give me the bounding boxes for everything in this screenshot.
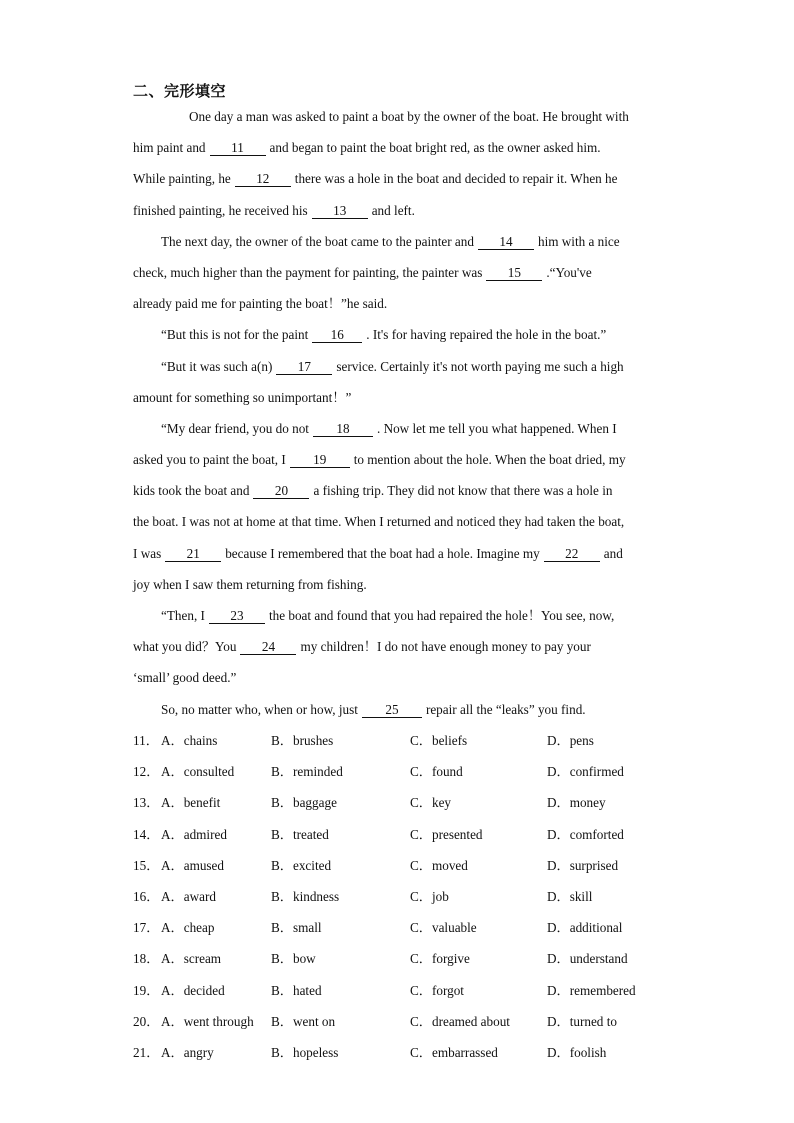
option-c: C．valuable — [410, 920, 477, 936]
option-c: C．forgive — [410, 951, 470, 967]
option-c: C．forgot — [410, 982, 464, 998]
blank-11: 11 — [210, 141, 266, 156]
question-number: 12． — [133, 764, 160, 780]
passage-text: joy when I saw them returning from fishing. — [133, 576, 367, 592]
passage-line — [133, 230, 663, 261]
question-number: 17． — [133, 920, 160, 936]
option-c: C．presented — [410, 826, 483, 842]
passage-text: “Then, I — [161, 608, 205, 623]
passage-line — [133, 573, 663, 604]
passage-text: The next day, the owner of the boat came to the painter and — [161, 233, 474, 249]
passage-line — [133, 292, 663, 323]
blank-16: 16 — [312, 328, 362, 343]
passage-line — [133, 136, 663, 167]
option-d: D．understand — [547, 951, 628, 967]
passage-line — [133, 635, 663, 666]
option-c: C．dreamed about — [410, 1013, 510, 1029]
option-a: A．award — [161, 888, 216, 904]
option-a: A．chains — [161, 733, 218, 748]
cloze-passage — [133, 105, 663, 729]
option-a: A．scream — [161, 951, 222, 967]
blank-24: 24 — [240, 640, 296, 655]
passage-text: kids took the boat and — [133, 483, 250, 499]
option-b: B．brushes — [271, 733, 334, 748]
question-number: 21． — [133, 1044, 160, 1060]
question-row — [133, 760, 663, 791]
section-title: 二、完形填空 — [133, 82, 227, 100]
passage-text: One day a man was asked to paint a boat by the owner of the boat. He brought with — [189, 109, 629, 124]
question-number: 13． — [133, 795, 160, 811]
option-a: A．amused — [161, 857, 224, 873]
passage-text: service. Certainly it's not worth paying me such a high — [336, 358, 624, 374]
option-c: C．beliefs — [410, 733, 468, 748]
passage-line — [133, 199, 663, 230]
passage-line — [133, 666, 663, 697]
passage-line — [133, 355, 663, 386]
option-c: C．embarrassed — [410, 1044, 498, 1060]
option-d: D．money — [547, 795, 606, 811]
passage-text: . Now let me tell you what happened. When I — [376, 420, 617, 436]
passage-line — [133, 510, 663, 541]
question-row — [133, 791, 663, 822]
passage-line — [133, 105, 663, 136]
option-b: B．excited — [271, 857, 332, 873]
question-number: 16． — [133, 888, 160, 904]
passage-text: my children！I do not have enough money to pay your — [300, 639, 591, 655]
blank-22: 22 — [544, 547, 600, 562]
blank-12: 12 — [235, 172, 291, 187]
passage-text: already paid me for painting the boat！”he said. — [133, 296, 388, 312]
passage-text: “My dear friend, you do not — [161, 420, 309, 436]
option-b: B．small — [271, 920, 322, 936]
question-row — [133, 729, 663, 760]
passage-text: . It's for having repaired the hole in the boat.” — [366, 327, 607, 343]
option-a: A．angry — [161, 1044, 214, 1060]
question-row — [133, 916, 663, 947]
option-b: B．baggage — [271, 795, 337, 811]
option-c: C．key — [410, 795, 452, 811]
passage-text: what you did？You — [133, 639, 237, 655]
question-row — [133, 1041, 663, 1072]
option-a: A．cheap — [161, 920, 215, 936]
option-d: D．remembered — [547, 982, 636, 998]
passage-line — [133, 448, 663, 479]
option-d: D．skill — [547, 888, 593, 904]
option-b: B．kindness — [271, 888, 340, 904]
blank-18: 18 — [313, 422, 373, 437]
option-a: A．went through — [161, 1013, 254, 1029]
option-d: D．surprised — [547, 857, 619, 873]
passage-text: So, no matter who, when or how, just — [161, 701, 358, 717]
passage-text: there was a hole in the boat and decided to repair it. When he — [294, 171, 618, 187]
option-b: B．reminded — [271, 764, 343, 780]
blank-15: 15 — [486, 266, 542, 281]
passage-text: asked you to paint the boat, I — [133, 452, 286, 468]
option-a: A．decided — [161, 982, 225, 998]
option-b: B．treated — [271, 826, 329, 842]
option-d: D．turned to — [547, 1013, 617, 1029]
passage-line — [133, 167, 663, 198]
passage-text: the boat and found that you had repaired the hole！You see, now, — [268, 608, 615, 623]
passage-text: him paint and — [133, 140, 206, 156]
blank-25: 25 — [362, 703, 422, 718]
blank-17: 17 — [276, 360, 332, 375]
passage-text: him with a nice — [537, 233, 620, 249]
blank-21: 21 — [165, 547, 221, 562]
passage-text: “But it was such a(n) — [161, 358, 273, 374]
passage-line — [133, 261, 663, 292]
question-row — [133, 1010, 663, 1041]
question-number: 14． — [133, 826, 160, 842]
passage-text: because I remembered that the boat had a hole. Imagine my — [225, 545, 540, 561]
question-number: 11． — [133, 733, 159, 748]
question-row — [133, 885, 663, 916]
option-c: C．found — [410, 764, 463, 780]
option-d: D．additional — [547, 920, 623, 936]
passage-text: check, much higher than the payment for painting, the painter was — [133, 264, 483, 280]
option-a: A．benefit — [161, 795, 221, 811]
question-row — [133, 947, 663, 978]
blank-14: 14 — [478, 235, 534, 250]
question-row — [133, 979, 663, 1010]
option-b: B．hated — [271, 982, 322, 998]
blank-23: 23 — [209, 609, 265, 624]
option-b: B．went on — [271, 1013, 336, 1029]
option-c: C．job — [410, 888, 449, 904]
passage-line — [133, 542, 663, 573]
question-row — [133, 823, 663, 854]
question-number: 15． — [133, 857, 160, 873]
passage-text: finished painting, he received his — [133, 202, 308, 218]
passage-text: While painting, he — [133, 171, 231, 187]
passage-line — [133, 417, 663, 448]
passage-text: repair all the “leaks” you find. — [425, 701, 586, 717]
passage-text: to mention about the hole. When the boat dried, my — [353, 452, 626, 468]
passage-line — [133, 323, 663, 354]
passage-line — [133, 604, 663, 635]
question-row — [133, 854, 663, 885]
passage-text: the boat. I was not at home at that time. When I returned and noticed they had taken the boat, — [133, 514, 625, 530]
option-d: D．foolish — [547, 1044, 607, 1060]
blank-13: 13 — [312, 204, 368, 219]
question-number: 18． — [133, 951, 160, 967]
answer-options — [133, 729, 663, 1072]
option-a: A．consulted — [161, 764, 235, 780]
passage-text: .“You've — [546, 264, 592, 280]
blank-19: 19 — [290, 453, 350, 468]
option-d: D．pens — [547, 733, 594, 748]
passage-text: and — [603, 545, 623, 561]
passage-text: I was — [133, 545, 162, 561]
passage-text: amount for something so unimportant！” — [133, 389, 352, 405]
option-d: D．confirmed — [547, 764, 624, 780]
passage-text: ‘small’ good deed.” — [133, 670, 237, 686]
passage-text: a fishing trip. They did not know that there was a hole in — [313, 483, 613, 499]
question-number: 19． — [133, 982, 160, 998]
option-a: A．admired — [161, 826, 227, 842]
passage-line — [133, 698, 663, 729]
passage-line — [133, 386, 663, 417]
option-b: B．hopeless — [271, 1044, 339, 1060]
option-b: B．bow — [271, 951, 316, 967]
question-number: 20． — [133, 1013, 160, 1029]
blank-20: 20 — [253, 484, 309, 499]
passage-text: and began to paint the boat bright red, as the owner asked him. — [269, 140, 601, 156]
passage-line — [133, 479, 663, 510]
passage-text: “But this is not for the paint — [161, 327, 309, 343]
option-d: D．comforted — [547, 826, 624, 842]
passage-text: and left. — [371, 202, 415, 218]
option-c: C．moved — [410, 857, 468, 873]
